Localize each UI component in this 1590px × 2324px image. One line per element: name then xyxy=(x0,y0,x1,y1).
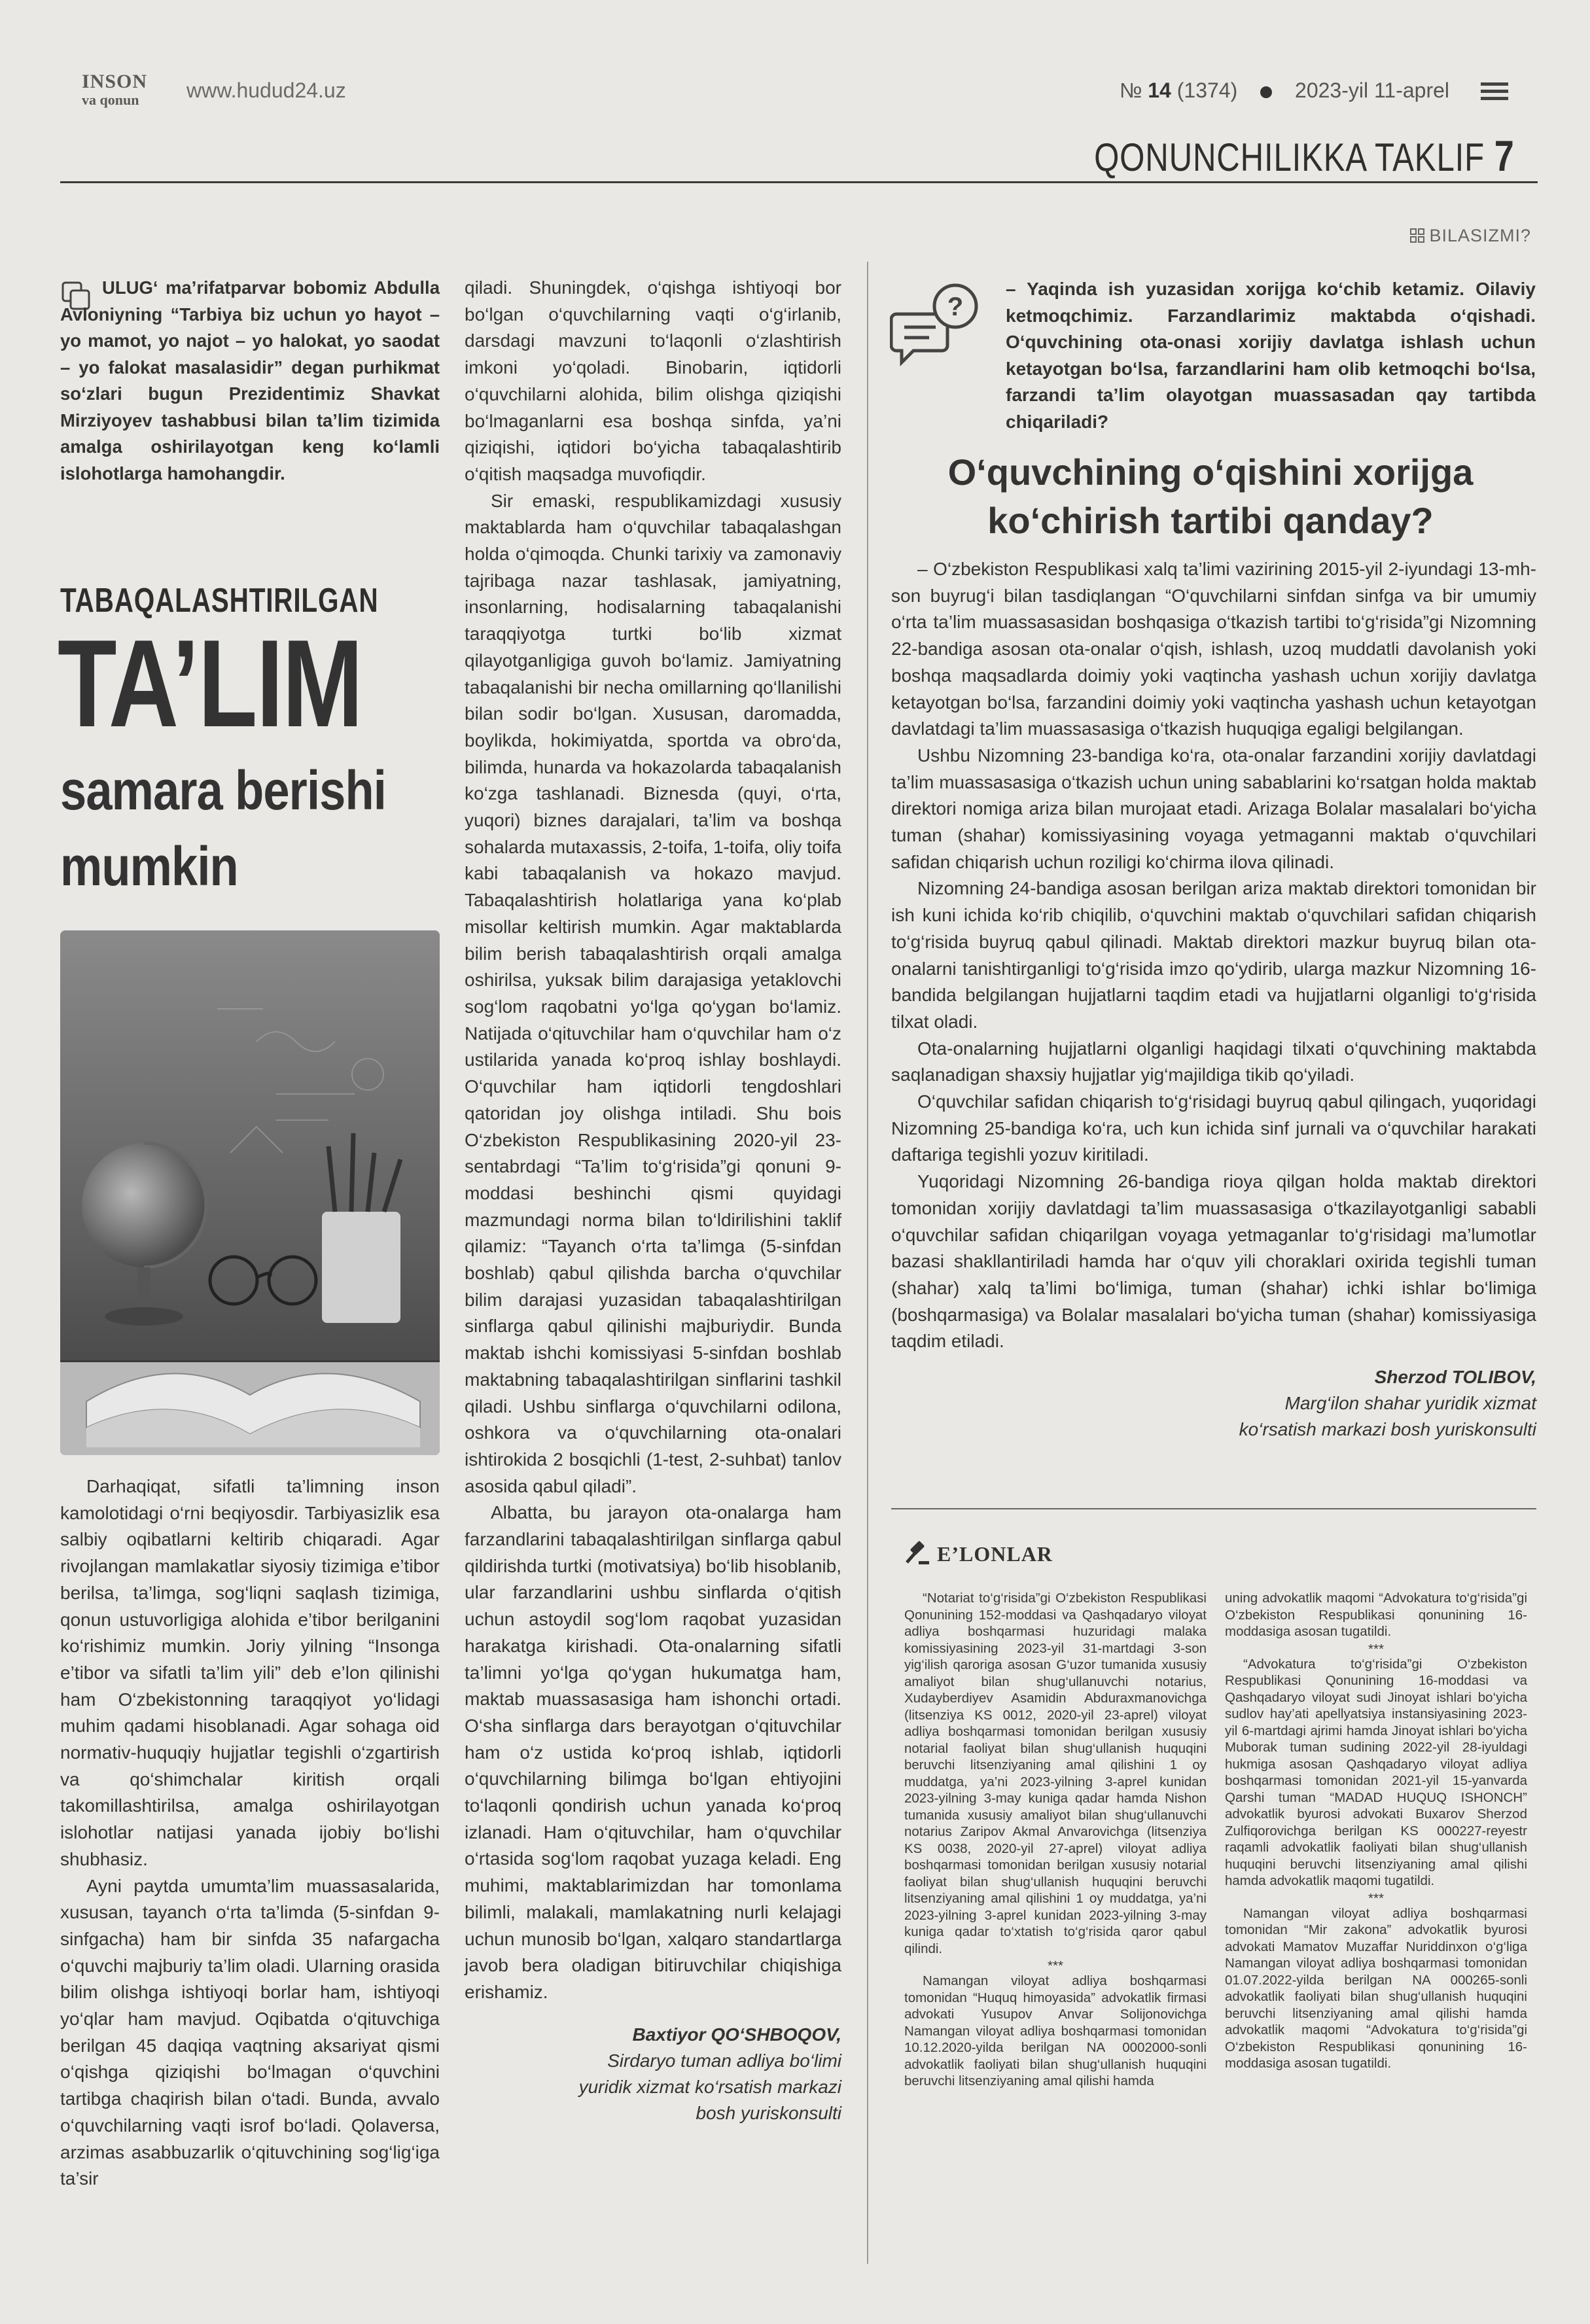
paragraph: – O‘zbekiston Respublikasi xalq ta’limi vazirining 2015-yil 2-iyundagi 13-mh-son buyrug‘i bilan tasdiqlangan “O‘quvchilarni sinfdan sinfga va bir umumiy o‘rta ta’lim muassasasidan boshqasiga o‘tkazish tartibi to‘g‘risida”gi Nizomning 22-bandiga asosan ota-onalar o‘qish, ishlash, uzoq muddatli davolanish yoki boshqa maqsadlarda doimiy yoki vaqtincha yashash uchun xorijiy davlatga ketayotgan bo‘lsa, farzandini doimiy yoki vaqtincha yashash uchun ketayotgan davlatdagi ta’lim muassasasiga o‘tkazish huquqiga egaligi belgilangan. xyxy=(891,559,1536,739)
article-title: O‘quvchining o‘qishini xorijga ko‘chirish tartibi qanday? xyxy=(947,451,1474,541)
did-you-know-label: BILASIZMI? xyxy=(1429,226,1531,245)
page-number: 7 xyxy=(1494,132,1515,180)
bullet-dot-icon xyxy=(1260,86,1272,98)
author-name: Sherzod TOLIBOV, xyxy=(1374,1367,1536,1388)
announcement: “Advokatura to‘g‘risida”gi O‘zbekiston Respublikasi Qonunining 16-moddasi va Qashqadaryo viloyat sudi Jinoyat ishlari bo‘yicha sudlov hay’ati apellyatsiya instansiyasining 2023-yil 6-martdagi ajrimi hamda Jinoyat ishlari bo‘yicha Muborak tuman sudining 2022-yil 28-iyuldagi hukmiga asosan Qashqadaryo viloyat adliya boshqarmasi tomonidan 2021-yil 15-yanvarda Qarshi tuman “MADAD HUQUQ ISHONCH” advokatlik byurosi advokati Buxarov Sherzod Zulfiqorovichga berilgan KS 000227-reyestr raqamli advokatlik faoliyati bilan shug‘ullanish huquqini beruvchi litsenziyaning amal qilishi hamda advokatlik maqomi tugatildi. xyxy=(1225,1656,1527,1888)
announcements-heading xyxy=(904,1540,1053,1566)
gavel-icon xyxy=(904,1540,930,1566)
announcements-column-1 xyxy=(904,1590,1207,2092)
paragraph: Nizomning 24-bandiga asosan berilgan ariza maktab direktori tomonidan bir ish kuni ichida ko‘rib chiqilib, o‘quvchini maktab o‘quvchilari safidan chiqarish to‘g‘risida buyruq qabul qilinadi. Maktab direktori mazkur buyruq bilan ota-onalarni tanishtirganligi to‘g‘risida imzo qo‘ydirib, ularga mazkur Nizomning 16-bandida belgilangan hujjatlarni taqdim etadi va hujjatlarni olganligi to‘g‘risida tilxat oladi. xyxy=(891,878,1536,1032)
article-photo xyxy=(60,930,440,1455)
separator: *** xyxy=(1048,1958,1063,1973)
announcements-column-2 xyxy=(1225,1590,1527,2075)
announcement: uning advokatlik maqomi “Advokatura to‘g‘risida”gi O‘zbekiston Respublikasi qonunining 16-moddasiga asosan tugatildi. xyxy=(1225,1591,1527,1639)
author-signature xyxy=(465,2022,841,2126)
svg-text:?: ? xyxy=(947,292,964,321)
column-divider xyxy=(867,262,868,2264)
did-you-know-badge xyxy=(1409,226,1531,246)
article-lead: ULUG‘ ma’rifatparvar bobomiz Abdulla Avloniyning “Tarbiya biz uchun yo hayot – yo mamot, yo najot – yo halokat, yo saodat – yo falokat masalasidir” degan purhikmat so‘zlari bugun Prezidentimiz Shavkat Mirziyoyev tashabbusi bilan ta’lim tizimida amalga oshirilayotgan keng ko‘lamli islohotlarga hamohangdir. xyxy=(60,277,440,484)
books-globe-illustration xyxy=(60,930,440,1455)
header-rule xyxy=(60,181,1538,183)
issue-total: (1374) xyxy=(1176,79,1238,102)
headline-line-2: TA’LIM xyxy=(58,614,362,753)
headline-line-1: TABAQALASHTIRILGAN xyxy=(60,582,379,620)
headline-line-3: samara berishi mumkin xyxy=(60,760,386,897)
article-column-1 xyxy=(60,1473,440,2192)
issue-info xyxy=(1120,79,1449,103)
author-role: Sirdaryo tuman adliya bo‘limi yuridik xizmat ko‘rsatish markazi bosh yuriskonsulti xyxy=(578,2050,841,2123)
paragraph: Ota-onalarning hujjatlarni olganligi haqidagi tilxati o‘quvchining maktabda saqlanadigan shaxsiy hujjatlar yig‘majildiga tikib qo‘yiladi. xyxy=(891,1038,1536,1085)
reader-question: – Yaqinda ish yuzasidan xorijga ko‘chib ketamiz. Oilaviy ketmoqchimiz. Farzandlarimiz maktabda o‘qishadi. O‘quvchining ota-onasi xorijiy davlatga ishlash uchun ketayotgan bo‘lsa, farzandlarini ham olib ketmoqchi bo‘lsa, farzandi ta’lim olayotgan muassasadan qay tartibda chiqariladi? xyxy=(1006,279,1536,432)
question-chat-icon xyxy=(890,281,988,373)
section-title: QONUNCHILIKKA TAKLIF xyxy=(1094,135,1485,179)
paragraph: Darhaqiqat, sifatli ta’limning inson kamolotidagi o‘rni beqiyosdir. Tarbiyasizlik esa salbiy oqibatlarni keltirib chiqaradi. Agar rivojlangan mamlakatlar siyosiy tizimiga e’tibor berilsa, ta’limga, sog‘liqni saqlash tizimiga, qonun ustuvorligiga alohida e’tibor berilganini ko‘rishimiz mumkin. Joriy yilning “Insonga e’tibor va sifatli ta’lim yili” deb e’lon qilinishi ham O‘zbekistonning taraqqiyot yo‘lidagi muhim qadami hisoblanadi. Agar sohaga oid normativ-huquqiy hujjatlar tegishli o‘zgartirish va qo‘shimchalar kiritish orqali takomillashtirilsa, amalga oshirilayotgan islohotlar natijasi yanada ijobiy bo‘lishi shubhasiz. xyxy=(60,1476,440,1869)
paragraph: Yuqoridagi Nizomning 26-bandiga rioya qilgan holda maktab direktori tomonidan xorijiy davlatdagi ta’lim muassasasiga o‘tkazilayotganligi sababli o‘quvchilar safidan chiqarilgan voyaga yetmaganlar to‘g‘risidagi ma’lumotlar bazasi shakllantiriladi hamda har o‘quv yili choraklari oxirida tegishli tuman (shahar) xalq ta’limi bo‘limiga, tuman (shahar) ichki ishlar bo‘limiga (boshqarmasiga) va Bolalar masalalari bo‘yicha tuman (shahar) komissiyasiga taqdim etiladi. xyxy=(891,1171,1536,1352)
paragraph: Ushbu Nizomning 23-bandiga ko‘ra, ota-onalar farzandini xorijiy davlatdagi ta’lim muassasasiga o‘tkazish uchun uning sabablarini ko‘rsatgan holda maktab direktori nomiga ariza bilan murojaat etadi. Arizaga Bolalar masalalari bo‘yicha tuman (shahar) komissiyasining voyaga yetmaganni maktab o‘quvchilari safidan chiqarish uchun roziligi ko‘chirma ilova qilinadi. xyxy=(891,745,1536,872)
separator: *** xyxy=(1368,1890,1384,1906)
author-signature xyxy=(891,1364,1536,1443)
author-role: Marg‘ilon shahar yuridik xizmat ko‘rsatish markazi bosh yuriskonsulti xyxy=(1239,1393,1536,1440)
separator: *** xyxy=(1368,1641,1384,1657)
site-url[interactable]: www.hudud24.uz xyxy=(186,79,346,102)
announcement: “Notariat to‘g‘risida”gi O‘zbekiston Respublikasi Qonunining 152-moddasi va Qashqadaryo viloyat adliya boshqarmasi huzuridagi malaka komissiyasining 2023-yil 31-martdagi 3-son yig‘ilish qaroriga asosan G‘uzor tumanida xususiy amaliyot bilan shug‘ullanuvchi notarius, Xudayberdiyev Asamidin Abduraxmanovichga (litsenziya KS 0012, 2020-yil 23-aprel) viloyat adliya boshqarmasi tomonidan berilgan xususiy notarial faoliyat bilan shug‘ullanish huquqini beruvchi litsenziyaning amal qilishini 1 oy muddatga, ya’ni 2023-yilning 3-aprel kunidan 2023-yilning 3-may kuniga qadar hamda Nishon tumanida xususiy amaliyot bilan shug‘ullanuvchi notarius Zaripov Akmal Anvarovichga (litsenziya KS 0038, 2020-yil 27-aprel) viloyat adliya boshqarmasi tomonidan berilgan xususiy notarial faoliyat bilan shug‘ullanish huquqini beruvchi litsenziyaning amal qilishini 1 oy muddatga, ya’ni 2023-yilning 3-aprel kunidan 2023-yilning 3-may kuniga qadar to‘xtatish to‘g‘risida qaror qabul qilindi. xyxy=(904,1591,1207,1956)
announcements-rule xyxy=(891,1508,1536,1509)
paragraph: qiladi. Shuningdek, o‘qishga ishtiyoqi bor bo‘lgan o‘quvchilarning vaqti o‘g‘irlanib, darsdagi mavzuni to‘laqonli o‘zlashtirish imkoni yo‘qoladi. Binobarin, iqtidorli o‘quvchilarni alohida, bilim olishga qiziqishi bo‘lmaganlarni esa boshqa sinfda, ya’ni qiziqishi, iqtidori bo‘yicha tabaqalashtirib o‘qitish maqsadga muvofiqdir. xyxy=(465,277,841,484)
paragraph: Ayni paytda umumta’lim muassasalarida, xususan, tayanch o‘rta ta’limda (5-sinfdan 9-sinfgacha) ham bir sinfda 35 nafargacha o‘quvchi majburiy ta’lim oladi. Ularning orasida bilim olishga ishtiyoqi borlar ham, ishtiyoqi yo‘qlar ham mavjud. Oqibatda o‘qituvchiga berilgan 45 daqiqa vaqtning aksariyat qismi o‘qishga qiziqishi bo‘lmagan o‘quvchini tartibga chaqirish bilan o‘tadi. Bunda, avvalo o‘quvchilarning vaqti isrof bo‘ladi. Qolaversa, arzimas asabbuzarlik o‘qituvchining sog‘lig‘iga ta’sir xyxy=(60,1875,440,2189)
issue-prefix: № xyxy=(1120,79,1142,102)
brand-logo xyxy=(82,72,180,107)
brand-line-2: va qonun xyxy=(82,92,139,108)
paragraph: Albatta, bu jarayon ota-onalarga ham farzandlarini tabaqalashtirilgan sinflarga qabul qildirishda turtki (motivatsiya) bo‘lib hisoblanib, ular farzandlarini ushbu sinflarda o‘qitish uchun astoydil sog‘lom raqobat yuzasidan harakatga kirishadi. Ota-onalarning sifatli ta’limni yo‘lga qo‘ygan hukumatga ham, maktab muassasasiga ham ishonchi ortadi. O‘sha sinflarga dars berayotgan o‘qituvchilar ham o‘z ustida ko‘proq ishlab, iqtidorli o‘quvchilarning bilimga bo‘lgan ehtiyojini to‘laqonli qondirish uchun yanada ko‘proq izlanadi. Ham o‘qituvchilar, ham o‘quvchilar o‘rtasida sog‘lom raqobat yuzaga keladi. Eng muhimi, maktablarimizdan har tomonlama bilimli, malakali, mamlakatning nurli kelajagi uchun munosib bo‘lgan, xalqaro standartlarga javob bera oladigan bitiruvchilar chiqishiga erishamiz. xyxy=(465,1502,841,2002)
article-column-2 xyxy=(465,275,841,2126)
issue-number: 14 xyxy=(1148,79,1171,102)
issue-date: 2023-yil 11-aprel xyxy=(1295,79,1449,102)
paragraph: Sir emaski, respublikamizdagi xususiy maktablarda ham o‘quvchilar tabaqalashgan holda o‘qimoqda. Chunki tarixiy va zamonaviy tajribaga nazar tashlasak, jamiyatning, insonlarning, hodisalarning tabaqalanishi taraqqiyotga turtki bo‘lib xizmat qilayotganligiga guvoh bo‘lamiz. Jamiyatning tabaqalanishi bir necha omillarning qo‘llanilishi bilan sodir bo‘lgan. Xususan, daromadda, boylikda, hokimiyatda, sportda va obro‘da, bilimda, hunarda va hokazolarda tabaqalanish ko‘zga tashlanadi. Biznesda (quyi, o‘rta, yuqori) biznes darajalari, ta’lim va boshqa sohalarda mutaxassis, 2-toifa, 1-toifa, oliy toifa kabi tabaqalanish va hokazo mavjud. Tabaqalashtirish holatlariga yana ko‘plab misollar keltirish mumkin. Agar maktablarda bilim berish tabaqalashtirish orqali amalga oshirilsa, yuksak bilim darajasiga yetaklovchi sog‘lom raqobatni yo‘lga qo‘ygan bo‘lamiz. Natijada o‘qituvchilar ham o‘quvchilar ham o‘z ustilarida yanada ko‘proq ishlay boshlaydi. O‘quvchilar ham iqtidorli tengdoshlari qatoridan joy olishga intiladi. Shu bois O‘zbekiston Respublikasining 2020-yil 23-sentabrdagi “Ta’lim to‘g‘risida”gi qonuni 9-moddasi beshinchi qismi quyidagi mazmundagi norma bilan to‘ldirilishini taklif qilamiz: “Tayanch o‘rta ta’limga (5-sinfdan boshlab) qabul qilishda barcha o‘quvchilar bilim darajasi yuzasidan tabaqalashtirilgan sinflarga qabul qilinishi majburiydir. Bunda maktab ishchi komissiyasi 5-sinfdan boshlab maktabning tabaqalashtirilgan sinflarini tashkil qiladi. Ushbu sinflarga o‘quvchilarni odilona, oshkora va o‘quvchilarning ota-onalari ishtirokida 2 bosqichli (1-test, 2-suhbat) tanlov asosida qabul qiladi”. xyxy=(465,490,841,1496)
grid-icon xyxy=(1409,228,1425,243)
answer-column xyxy=(891,556,1536,1443)
announcements-title: E’LONLAR xyxy=(937,1542,1053,1566)
menu-icon xyxy=(1481,82,1508,102)
section-header xyxy=(1094,131,1515,181)
paragraph: O‘quvchilar safidan chiqarish to‘g‘risidagi buyruq qabul qilingach, yuqoridagi Nizomning 25-bandiga ko‘ra, uch kun ichida sinf jurnali va o‘quvchilar harakati daftariga tegishli yozuv kiritiladi. xyxy=(891,1091,1536,1165)
announcement: Namangan viloyat adliya boshqarmasi tomonidan “Huquq himoyasida” advokatlik firmasi advokati Yusupov Anvar Solijonovichga Namangan viloyat adliya boshqarmasi tomonidan 10.12.2020-yilda berilgan NA 0002000-sonli advokatlik faoliyati bilan shug‘ullanish huquqini beruvchi litsenziyaning amal qilishi hamda xyxy=(904,1973,1207,2088)
brand-line-1: INSON xyxy=(82,71,148,92)
author-name: Baxtiyor QO‘SHBOQOV, xyxy=(632,2024,841,2045)
announcement: Namangan viloyat adliya boshqarmasi tomonidan “Mir zakona” advokatlik byurosi advokati Mamatov Muzaffar Nuriddinxon o‘g‘liga Namangan viloyat adliya boshqarmasi tomonidan 01.07.2022-yilda berilgan NA 000265-sonli advokatlik faoliyati bilan shug‘ullanish huquqini beruvchi litsenziyaning amal qilishi hamda advokatlik maqomi “Advokatura to‘g‘risida”gi O‘zbekiston Respublikasi qonunining 16-moddasiga asosan tugatildi. xyxy=(1225,1905,1527,2071)
